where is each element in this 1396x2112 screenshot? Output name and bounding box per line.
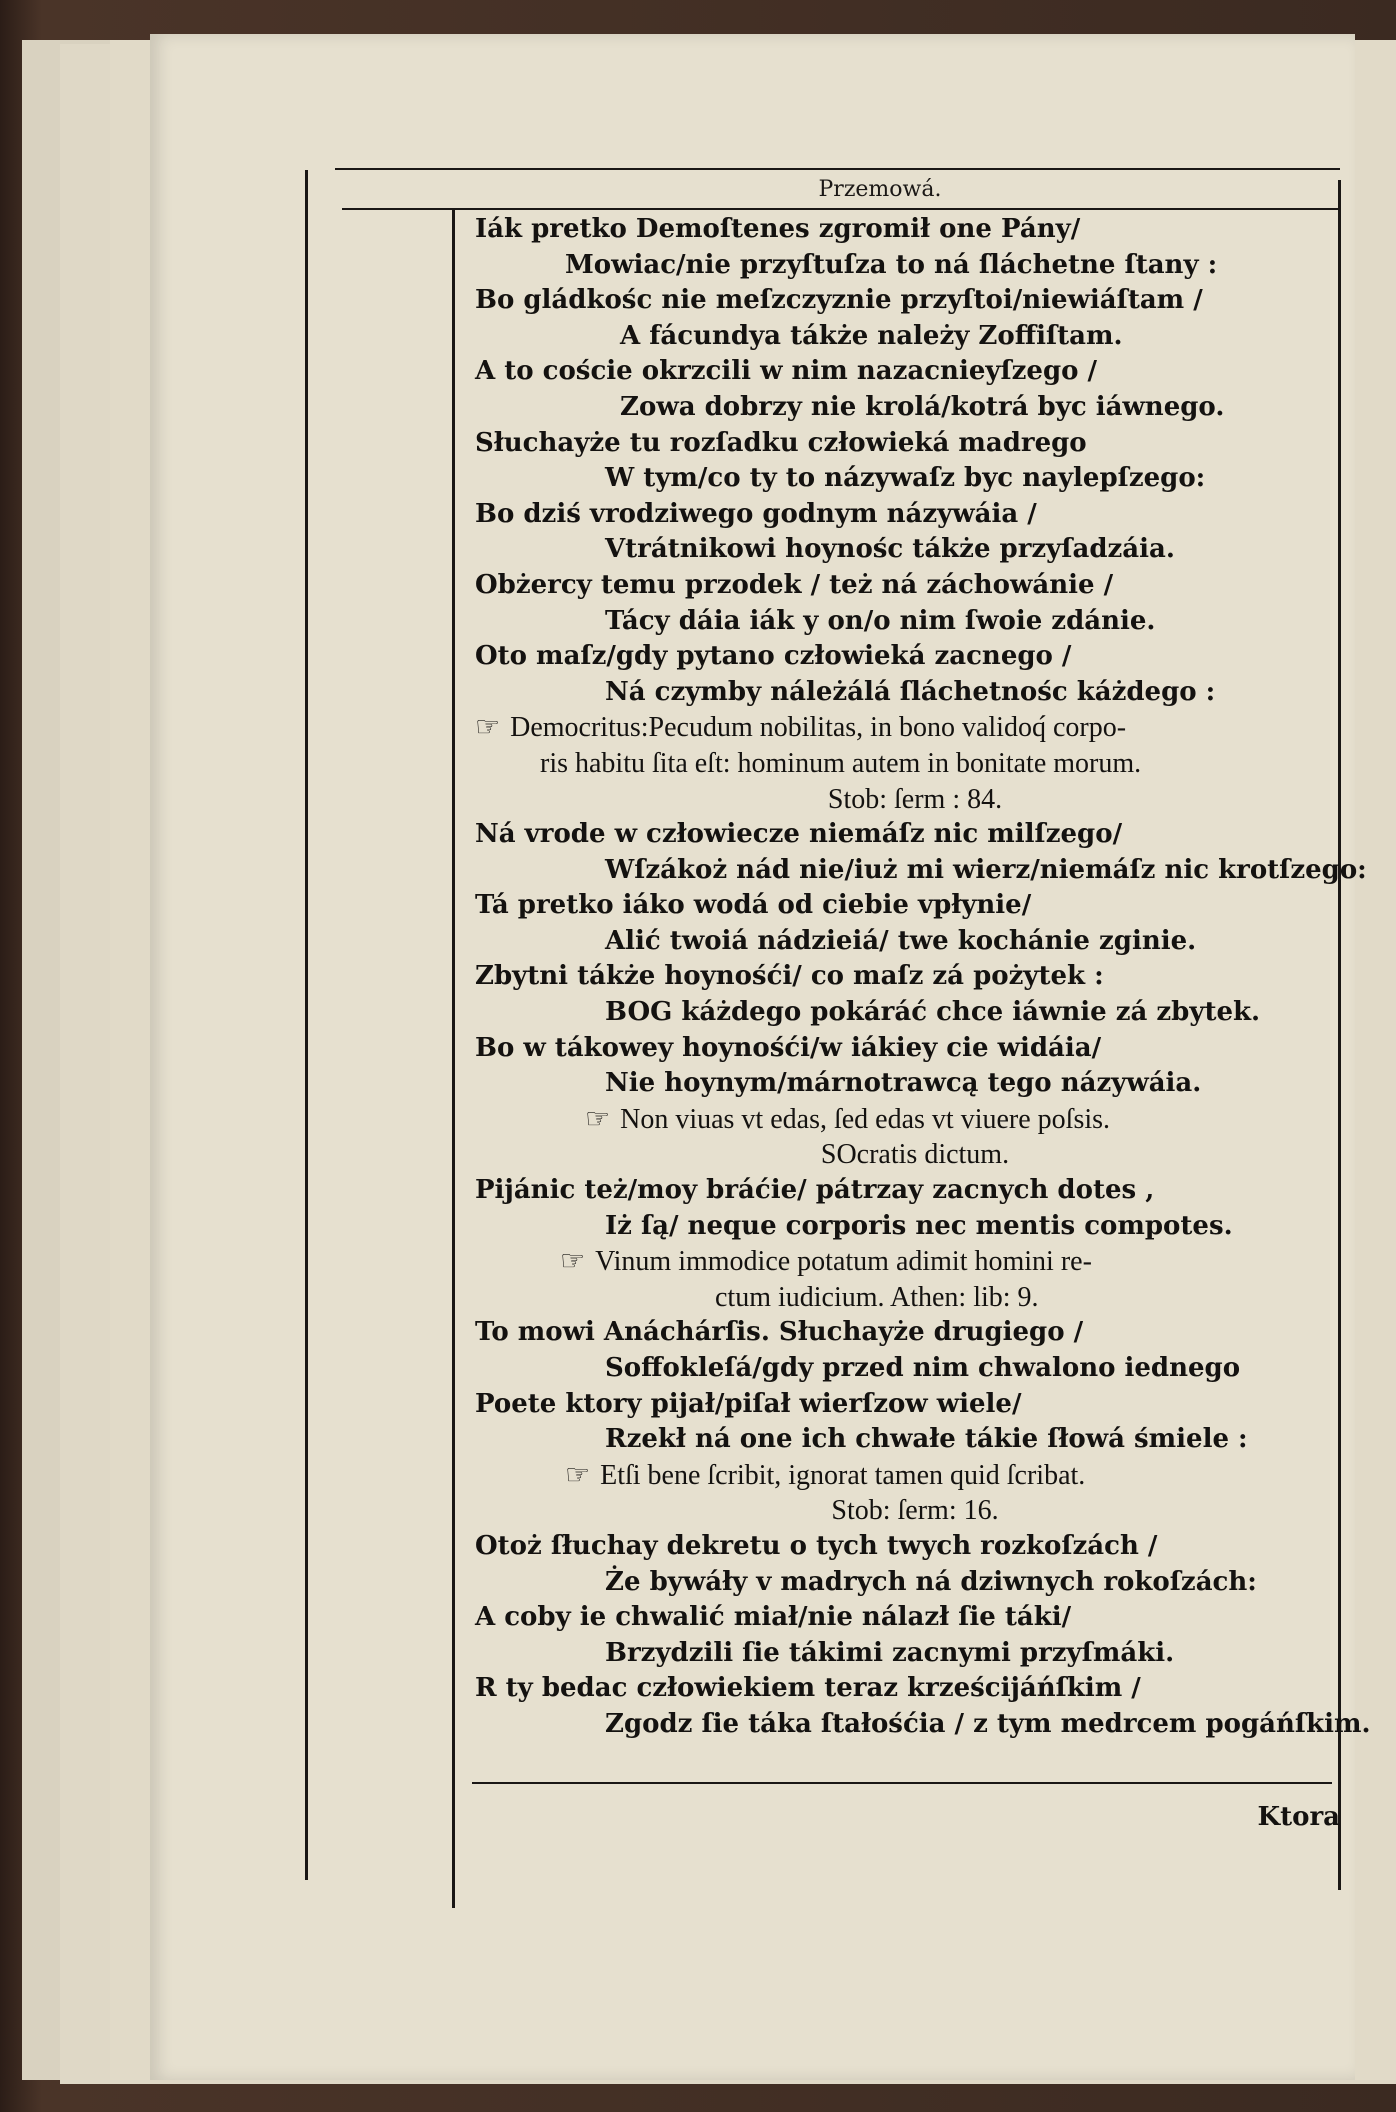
text-line (475, 1244, 1355, 1280)
text-line-content: Etſi bene ſcribit, ignorat tamen quid ſcribat. (600, 1459, 1086, 1491)
header-rule (342, 208, 1340, 210)
text-line (475, 283, 1355, 319)
text-line (475, 1066, 1355, 1102)
text-line (475, 426, 1355, 462)
text-line-content: Vinum immodice potatum adimit homini re- (595, 1246, 1092, 1278)
text-line (475, 1600, 1355, 1636)
text-line (475, 532, 1355, 568)
text-line (475, 782, 1355, 818)
text-line-content: Obżercy temu przodek / też ná záchowánie / (475, 569, 1114, 600)
text-line (475, 1031, 1355, 1067)
text-line-content: Otoż ſłuchay dekretu o tych twych rozkoſzách / (475, 1530, 1158, 1561)
text-line-content: Ná czymby náleżálá ſláchetnośc káżdego : (605, 676, 1216, 707)
text-line-content: SOcratis dictum. (820, 1139, 1010, 1171)
pointing-hand-icon: ☞ (475, 712, 501, 744)
text-line-content: Tácy dáia iák y on/o nim ſwoie zdánie. (605, 605, 1156, 636)
text-line (475, 1707, 1371, 1743)
text-line-content: Democritus:Pecudum nobilitas, in bono validoq́ corpo- (510, 712, 1127, 744)
text-line (475, 1137, 1355, 1173)
text-line-content: Stob: ſerm : 84. (827, 783, 1003, 815)
text-line-content: Zgodz ſie táka ſtałośćia / z tym medrcem pogáńſkim. (605, 1708, 1371, 1739)
text-line (475, 710, 1355, 746)
text-line (475, 1351, 1355, 1387)
text-line (475, 212, 1355, 248)
text-line-content: Słuchayże tu rozſadku człowieká madrego (475, 427, 1087, 458)
text-line (475, 888, 1355, 924)
text-line-content: Alić twoiá nádzieiá/ twe kochánie zginie. (605, 925, 1197, 956)
pointing-hand-icon: ☞ (565, 1459, 591, 1491)
text-line-content: Iák pretko Demoſtenes zgromił one Pány/ (475, 214, 1081, 244)
text-line-content: Bo w tákowey hoynośći/w iákiey cie widáia/ (475, 1032, 1102, 1063)
text-line-content: Rzekł ná one ich chwałe tákie ſłowá śmiele : (605, 1424, 1248, 1455)
text-line-content: A to coście okrzcili w nim nazacnieyſzego / (475, 356, 1098, 387)
text-line-content: Nie hoynym/márnotrawcą tego názywáia. (605, 1068, 1202, 1099)
text-line (475, 853, 1367, 889)
text-line-content: Bo dziś vrodziwego godnym názywáia / (475, 498, 1037, 529)
bottom-rule (472, 1782, 1332, 1784)
verse-text-block (475, 212, 1371, 1743)
top-rule (335, 168, 1340, 170)
pointing-hand-icon: ☞ (585, 1103, 611, 1135)
text-line (475, 461, 1355, 497)
text-line-content: A coby ie chwalić miał/nie nálazł ſie táki/ (475, 1602, 1072, 1633)
text-line-content: Zowa dobrzy nie krolá/kotrá byc iáwnego. (620, 391, 1225, 422)
text-line (475, 1209, 1355, 1245)
text-line (475, 995, 1355, 1031)
text-line (475, 390, 1355, 426)
text-line (475, 817, 1355, 853)
text-line (475, 639, 1355, 675)
text-line (475, 1458, 1355, 1494)
text-line-content: Vtrátnikowi hoynośc tákże przyſadzáia. (605, 534, 1175, 565)
text-line-content: BOG káżdego pokáráć chce iáwnie zá zbytek. (605, 997, 1261, 1028)
text-line-content: Stob: ſerm: 16. (831, 1495, 999, 1527)
text-line (475, 1280, 1355, 1316)
text-line (475, 1173, 1355, 1209)
text-line (475, 248, 1355, 284)
text-line-content: Poete ktory pijał/piſał wierſzow wiele/ (475, 1388, 1022, 1419)
text-line (475, 959, 1355, 995)
text-line-content: Wſzákoż nád nie/iuż mi wierz/niemáſz nic krotſzego: (605, 854, 1367, 885)
text-line (475, 1636, 1355, 1672)
catchword: Ktora (1257, 1802, 1340, 1832)
text-line-content: To mowi Anáchárſis. Słuchayże drugiego / (475, 1317, 1084, 1348)
text-line-content: Non viuas vt edas, ſed edas vt viuere poſsis. (620, 1103, 1111, 1135)
text-line-content: ris habitu ſita eſt: hominum autem in bonitate morum. (540, 747, 1142, 779)
text-line-content: Bo gládkośc nie meſzczyznie przyſtoi/niewiáſtam / (475, 285, 1203, 316)
text-line (475, 1493, 1355, 1529)
text-line (475, 924, 1355, 960)
text-line-content: A fácundya tákże należy Zoffiſtam. (620, 320, 1123, 351)
text-line (475, 319, 1355, 355)
text-line-content: R ty bedac człowiekiem teraz krześcijáńſkim / (475, 1673, 1141, 1704)
text-line-content: Brzydzili ſie tákimi zacnymi przyſmáki. (605, 1637, 1175, 1668)
text-line (475, 746, 1355, 782)
text-line-content: Że bywáły v madrych ná dziwnych rokoſzách: (605, 1566, 1257, 1597)
text-line-content: Soffokleſá/gdy przed nim chwalono iednego (605, 1353, 1241, 1383)
text-line (475, 1565, 1355, 1601)
text-line-content: Tá pretko iáko wodá od ciebie vpłynie/ (475, 890, 1032, 921)
text-line-content: ctum iudicium. Athen: lib: 9. (715, 1281, 1039, 1313)
page-header: Przemowá. (818, 177, 942, 202)
text-line-content: Ná vrode w człowiecze niemáſz nic milſzego/ (475, 819, 1123, 850)
text-line (475, 1102, 1355, 1138)
text-line (475, 604, 1355, 640)
pointing-hand-icon: ☞ (560, 1246, 586, 1278)
text-line-content: Mowiac/nie przyſtuſza to ná ſláchetne ſtany : (565, 249, 1218, 280)
text-line (475, 1671, 1355, 1707)
text-line (475, 1315, 1355, 1351)
text-line-content: Zbytni tákże hoynośći/ co maſz zá pożytek : (475, 961, 1104, 992)
text-line (475, 497, 1355, 533)
left-outer-rule (305, 170, 308, 1880)
text-line (475, 1529, 1355, 1565)
text-line (475, 1387, 1355, 1423)
text-line (475, 568, 1355, 604)
text-line-content: W tym/co ty to názywaſz byc naylepſzego: (605, 463, 1206, 494)
text-line-content: Pijánic też/moy bráćie/ pátrzay zacnych dotes , (475, 1175, 1155, 1206)
left-inner-rule (452, 208, 455, 1908)
text-line (475, 675, 1355, 711)
text-line (475, 1422, 1355, 1458)
text-line-content: Iż ſą/ neque corporis nec mentis compotes. (605, 1210, 1233, 1241)
text-line-content: Oto maſz/gdy pytano człowieká zacnego / (475, 641, 1072, 672)
text-line (475, 354, 1355, 390)
